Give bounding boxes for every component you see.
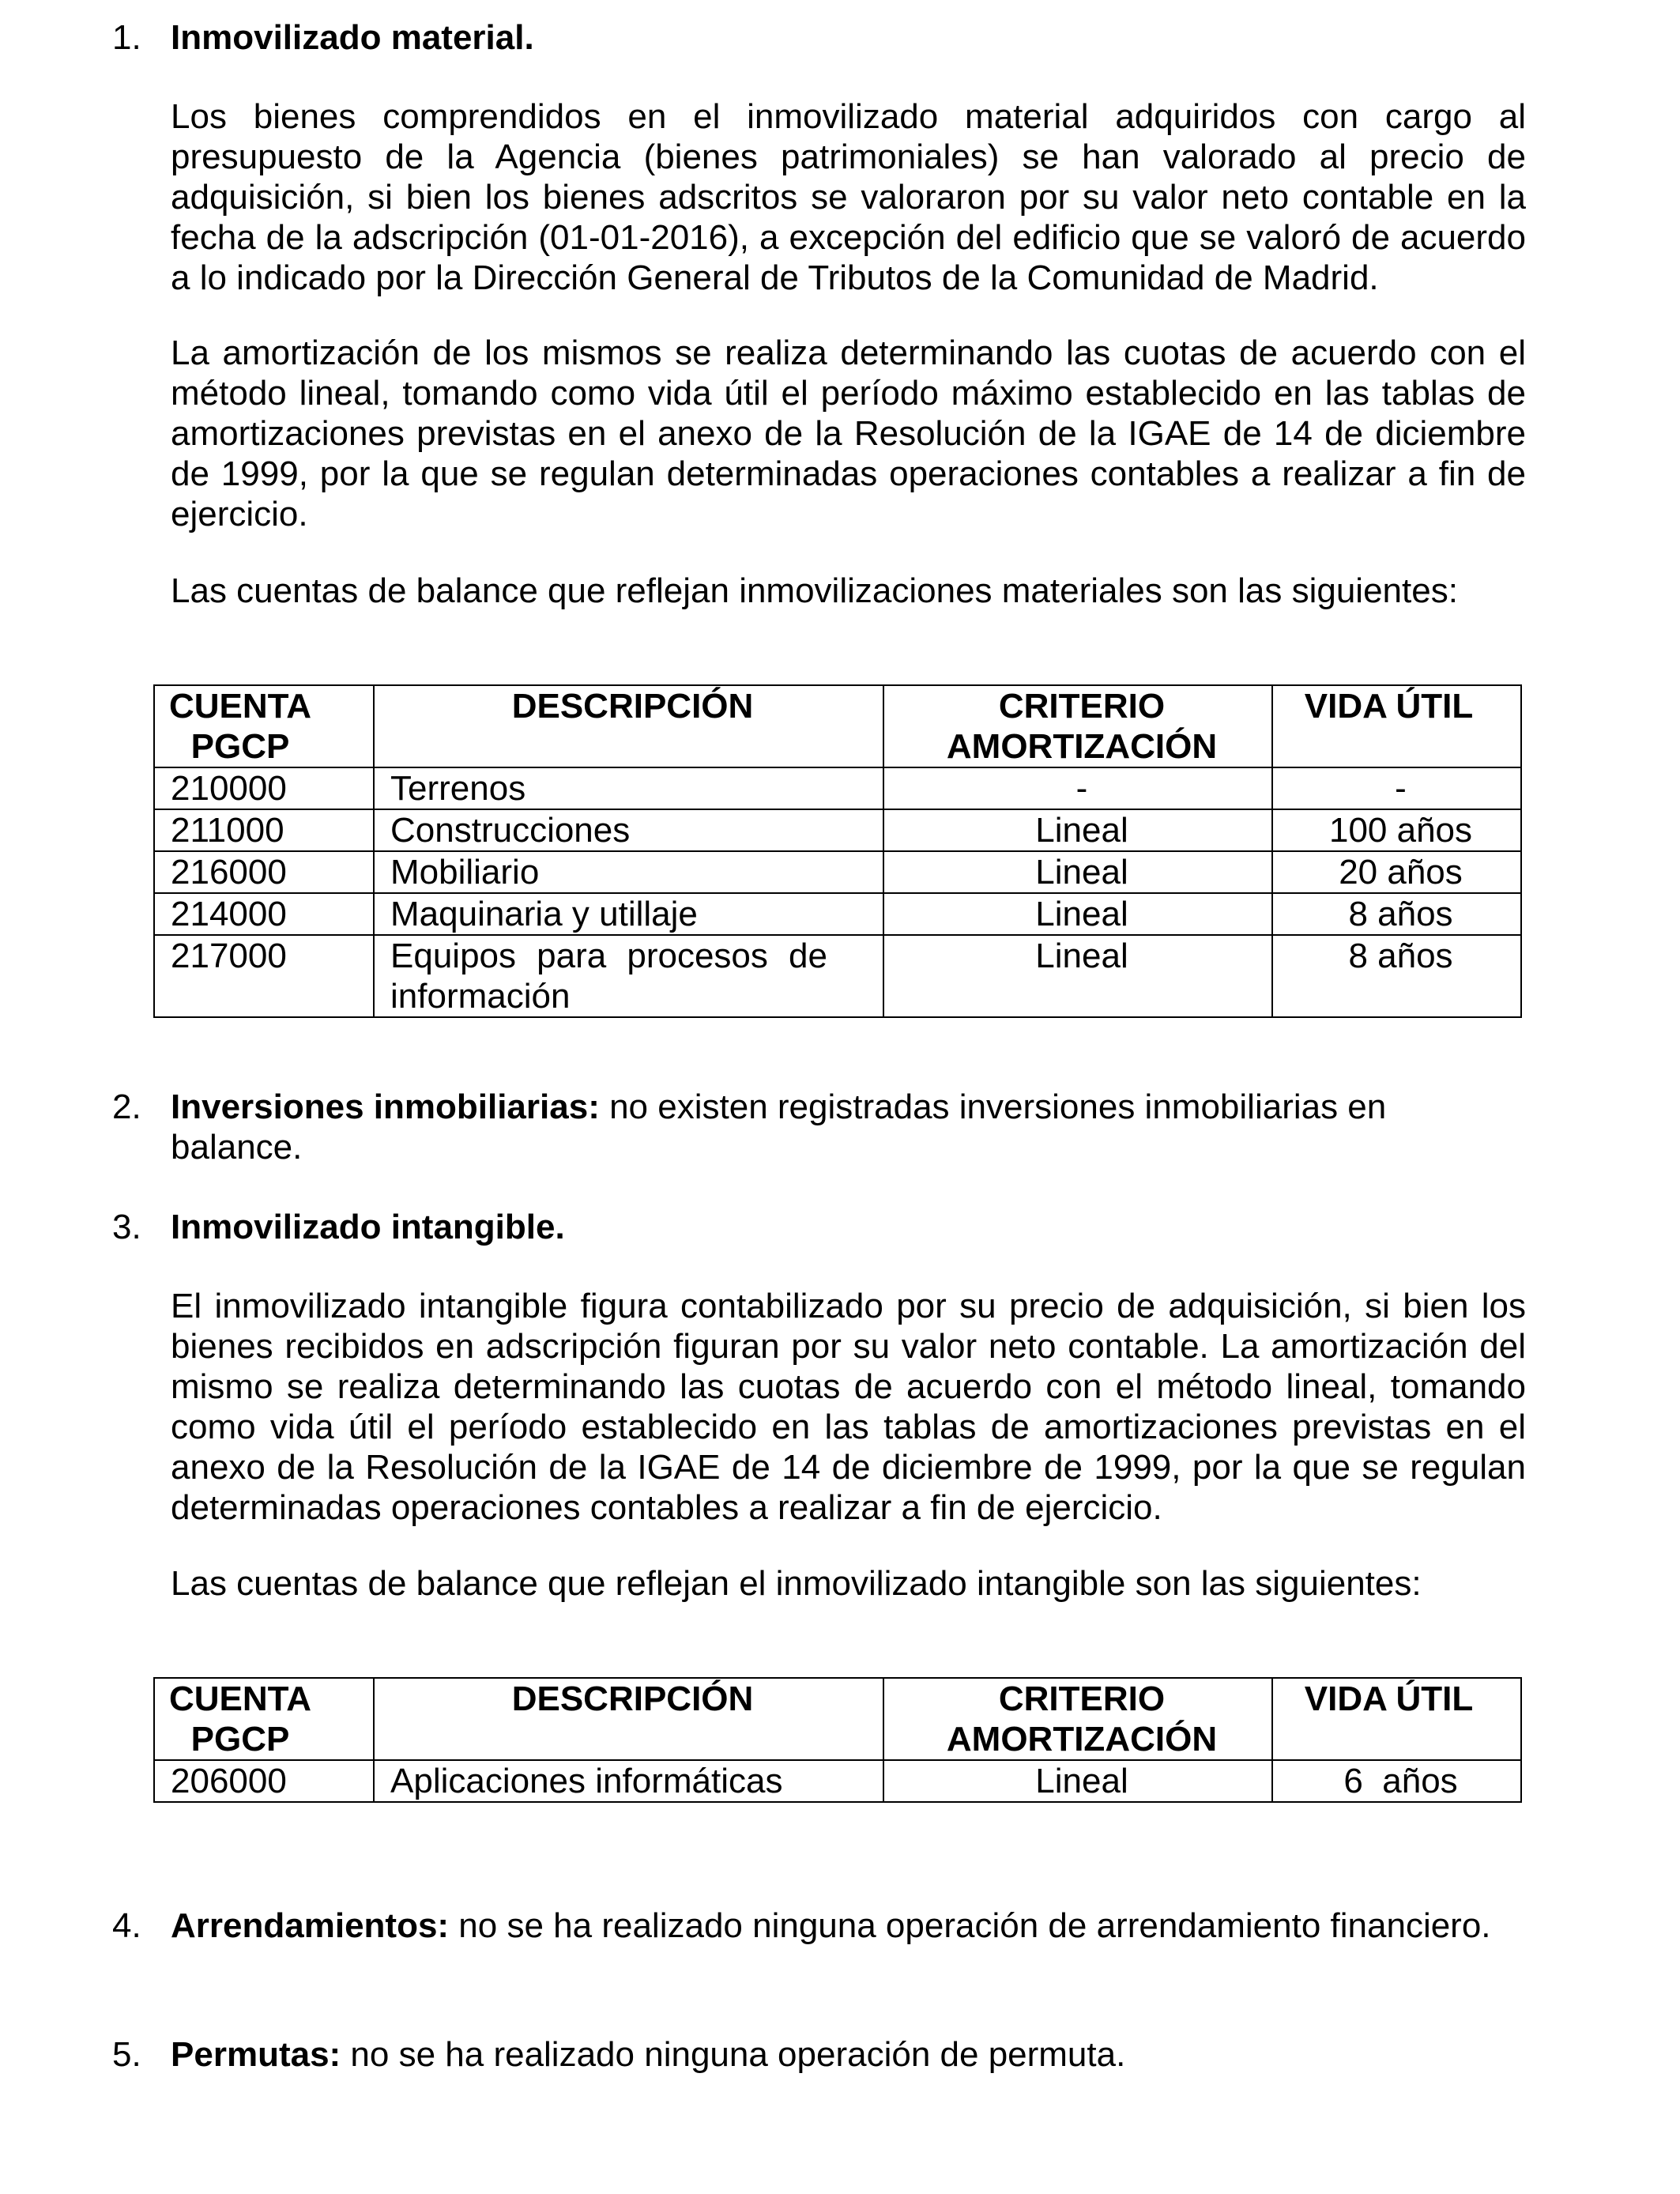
cell-vida-util: 8 años [1272,893,1521,935]
section-4-number: 4. [112,1906,141,1945]
table-row [154,767,1521,809]
cell-vida-util: - [1272,767,1521,809]
table-header-row [154,685,1521,767]
cell-criterio: Lineal [883,893,1272,935]
section-3-number: 3. [112,1208,141,1246]
cell-descripcion: Mobiliario [374,851,883,893]
table-row [154,851,1521,893]
section-5-text: no se ha realizado ninguna operación de permuta. [341,2035,1126,2074]
tangible-assets-table [153,684,1522,1018]
table-row [154,1760,1521,1802]
col-header-descripcion: DESCRIPCIÓN [374,685,883,767]
col-header-criterio: CRITERIO AMORTIZACIÓN [883,1678,1272,1760]
cell-vida-util: 8 años [1272,935,1521,1017]
section-3-heading [171,1207,1525,1247]
section-2-text: no existen registradas inversiones inmobiliarias en balance. [171,1088,1387,1167]
section-5-number: 5. [112,2035,141,2074]
cell-descripcion: Maquinaria y utillaje [374,893,883,935]
cell-cuenta: 206000 [154,1760,374,1802]
cell-criterio: Lineal [883,851,1272,893]
table-row [154,809,1521,851]
section-1-paragraph-1: Los bienes comprendidos en el inmovilizado material adquiridos con cargo al presupuesto de la Agencia (bienes patrimoniales) se han valorado al precio de adquisición, si bien los bienes adscritos se valoraron por su valor neto contable en la fecha de la adscripción (01-01-2016), a excepción del edificio que se valoró de acuerdo a lo indicado por la Dirección General de Tributos de la Comunidad de Madrid. [171,97,1526,297]
cell-vida-util: 100 años [1272,809,1521,851]
cell-descripcion: Terrenos [374,767,883,809]
cell-cuenta: 214000 [154,893,374,935]
section-1-title: Inmovilizado material. [171,18,534,57]
col-header-cuenta: CUENTA PGCP [154,1678,374,1760]
cell-descripcion: Equipos para procesos de información [374,935,883,1017]
cell-descripcion: Construcciones [374,809,883,851]
section-4-text: no se ha realizado ninguna operación de arrendamiento financiero. [449,1906,1491,1945]
section-2-heading [171,1087,1525,1167]
section-3-title: Inmovilizado intangible. [171,1208,565,1246]
cell-descripcion: Aplicaciones informáticas [374,1760,883,1802]
table-row [154,893,1521,935]
section-2-number: 2. [112,1088,141,1126]
section-4-heading [171,1906,1525,1946]
section-1-paragraph-3: Las cuentas de balance que reflejan inmovilizaciones materiales son las siguientes: [171,571,1458,610]
section-1-heading [171,17,1525,58]
cell-criterio: Lineal [883,935,1272,1017]
section-5-heading [171,2034,1525,2075]
cell-criterio: Lineal [883,809,1272,851]
section-1-number: 1. [112,18,141,57]
section-5-title: Permutas: [171,2035,341,2074]
cell-cuenta: 217000 [154,935,374,1017]
table-row [154,935,1521,1017]
intangible-assets-table [153,1677,1522,1803]
cell-criterio: Lineal [883,1760,1272,1802]
section-3-paragraph-2: Las cuentas de balance que reflejan el inmovilizado intangible son las siguientes: [171,1564,1422,1603]
col-header-vida-util: VIDA ÚTIL [1272,1678,1521,1760]
section-2-title: Inversiones inmobiliarias: [171,1088,600,1126]
section-3-paragraph-1: El inmovilizado intangible figura contabilizado por su precio de adquisición, si bien los bienes recibidos en adscripción figuran por su valor neto contable. La amortización del mismo se realiza determinando las cuotas de acuerdo con el método lineal, tomando como vida útil el período establecido en las tablas de amortizaciones previstas en el anexo de la Resolución de la IGAE de 14 de diciembre de 1999, por la que se regulan determinadas operaciones contables a realizar a fin de ejercicio. [171,1287,1526,1527]
col-header-vida-util: VIDA ÚTIL [1272,685,1521,767]
cell-cuenta: 210000 [154,767,374,809]
cell-cuenta: 216000 [154,851,374,893]
cell-vida-util: 6 años [1272,1760,1521,1802]
cell-cuenta: 211000 [154,809,374,851]
col-header-criterio: CRITERIO AMORTIZACIÓN [883,685,1272,767]
col-header-descripcion: DESCRIPCIÓN [374,1678,883,1760]
col-header-cuenta: CUENTA PGCP [154,685,374,767]
section-4-title: Arrendamientos: [171,1906,450,1945]
table-header-row [154,1678,1521,1760]
cell-criterio: - [883,767,1272,809]
section-1-paragraph-2: La amortización de los mismos se realiza determinando las cuotas de acuerdo con el método lineal, tomando como vida útil el período máximo establecido en las tablas de amortizaciones previstas en el anexo de la Resolución de la IGAE de 14 de diciembre de 1999, por la que se regulan determinadas operaciones contables a realizar a fin de ejercicio. [171,334,1526,533]
cell-vida-util: 20 años [1272,851,1521,893]
